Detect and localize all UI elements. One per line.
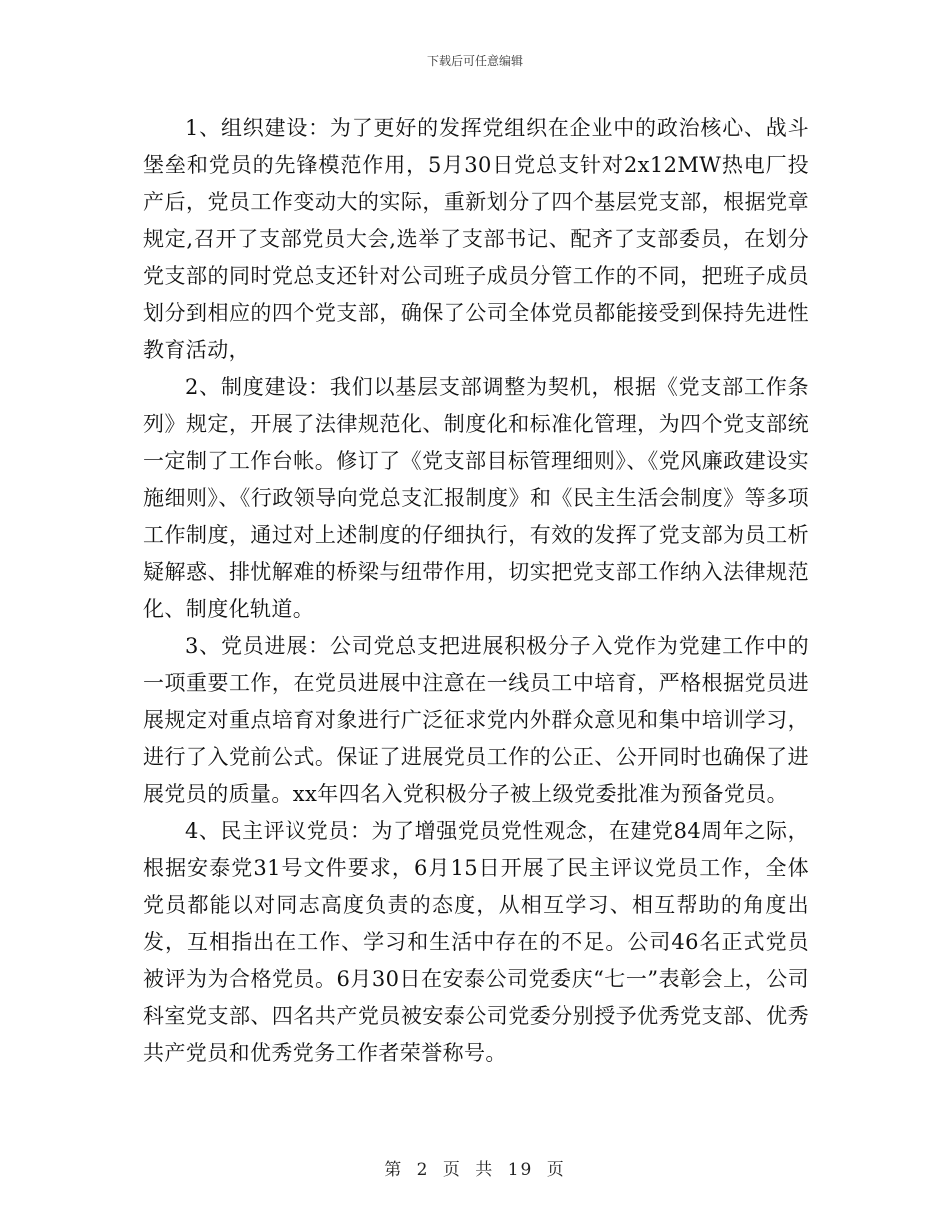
- page-number: 第 2 页 共 19 页: [384, 1160, 566, 1180]
- paragraph-system: 2、制度建设：我们以基层支部调整为契机，根据《党支部工作条列》规定，开展了法律规范化、制度化和标准化管理，为四个党支部统一定制了工作台帐。修订了《党支部目标管理细则》、《党风廉政建设实施细则》、《行政领导向党总支汇报制度》和《民主生活会制度》等多项工作制度，通过对上述制度的仔细执行，有效的发挥了党支部为员工析疑解惑、排忧解难的桥梁与纽带作用，切实把党支部工作纳入法律规范化、制度化轨道。: [143, 375, 809, 621]
- paragraph-member-development: 3、党员进展：公司党总支把进展积极分子入党作为党建工作中的一项重要工作，在党员进展中注意在一线员工中培育，严格根据党员进展规定对重点培育对象进行广泛征求党内外群众意见和集中培训学习，进行了入党前公式。保证了进展党员工作的公正、公开同时也确保了进展党员的质量。xx年四名入党积极分子被上级党委批准为预备党员。: [143, 634, 809, 806]
- paragraph-democratic-review: 4、民主评议党员：为了增强党员党性观念，在建党84周年之际，根据安泰党31号文件要求，6月15日开展了民主评议党员工作，全体党员都能以对同志高度负责的态度，从相互学习、相互帮助的角度出发，互相指出在工作、学习和生活中存在的不足。公司46名正式党员被评为为合格党员。6月30日在安泰公司党委庆“七一”表彰会上，公司科室党支部、四名共产党员被安泰公司党委分别授予优秀党支部、优秀共产党员和优秀党务工作者荣誉称号。: [143, 819, 809, 1065]
- paragraph-organization: 1、组织建设：为了更好的发挥党组织在企业中的政治核心、战斗堡垒和党员的先锋模范作用，5月30日党总支针对2x12MW热电厂投产后，党员工作变动大的实际，重新划分了四个基层党支部，根据党章规定,召开了支部党员大会,选举了支部书记、配齐了支部委员，在划分党支部的同时党总支还针对公司班子成员分管工作的不同，把班子成员划分到相应的四个党支部，确保了公司全体党员都能接受到保持先进性教育活动，: [143, 116, 809, 362]
- page-header: 下载后可任意编辑: [426, 54, 523, 68]
- document-body: [143, 110, 809, 1072]
